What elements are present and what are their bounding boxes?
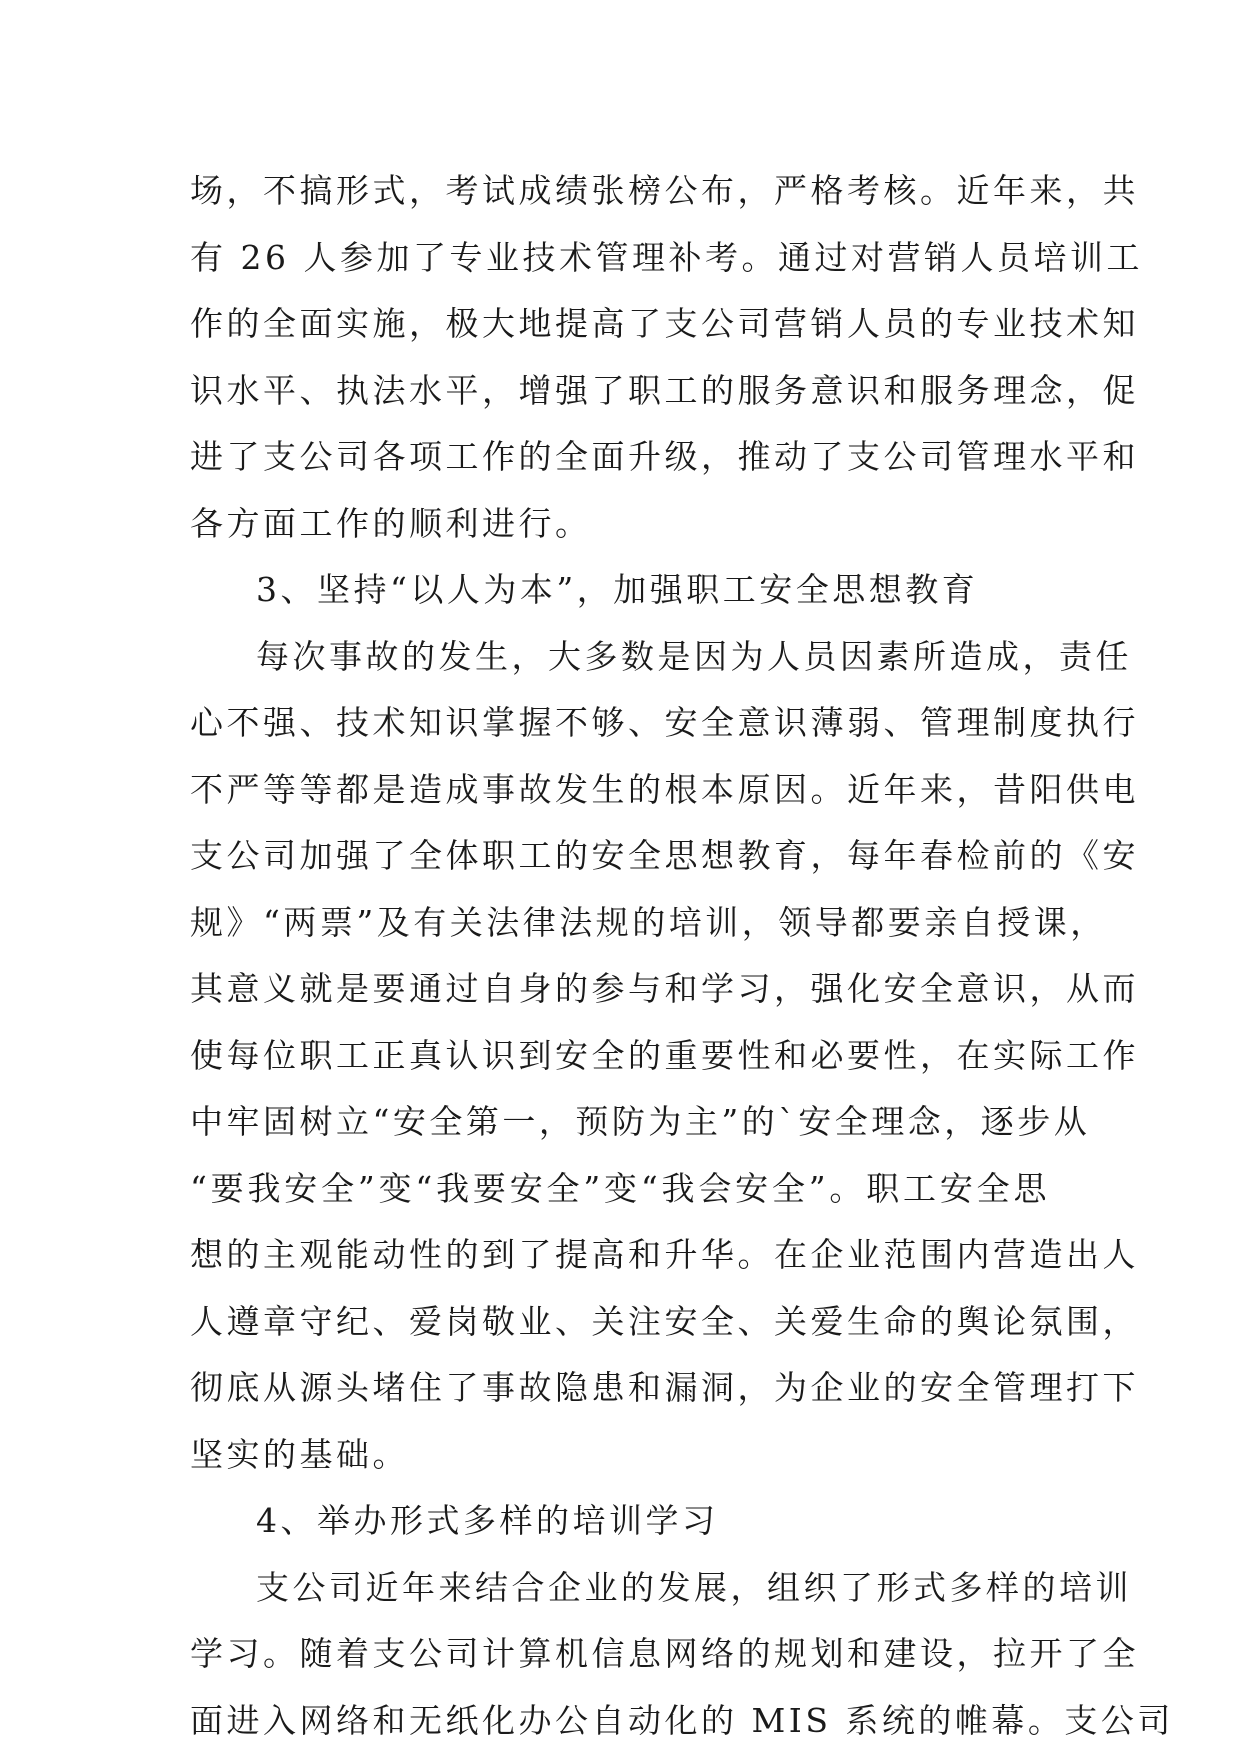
text-line: 学习。随着支公司计算机信息网络的规划和建设，拉开了全: [190, 1634, 1139, 1673]
text-line: 中牢固树立“安全第一，预防为主”的`安全理念，逐步从: [190, 1102, 1091, 1141]
text-line: 各方面工作的顺利进行。: [190, 503, 592, 543]
text-line: 不严等等都是造成事故发生的根本原因。近年来，昔阳供电: [190, 769, 1139, 809]
text-line: 每次事故的发生，大多数是因为人员因素所造成，责任: [256, 636, 1132, 676]
text-line: 识水平、执法水平，增强了职工的服务意识和服务理念，促: [190, 370, 1139, 410]
text-line: 其意义就是要通过自身的参与和学习，强化安全意识，从而: [190, 969, 1139, 1008]
text-line: 人遵章守纪、爱岗敬业、关注安全、关爱生命的舆论氛围，: [190, 1301, 1139, 1341]
text-line: 使每位职工正真认识到安全的重要性和必要性，在实际工作: [190, 1035, 1139, 1075]
text-line: 支公司加强了全体职工的安全思想教育，每年春检前的《安: [190, 836, 1139, 875]
text-line: 心不强、技术知识掌握不够、安全意识薄弱、管理制度执行: [190, 703, 1139, 742]
text-line: 彻底从源头堵住了事故隐患和漏洞，为企业的安全管理打下: [190, 1368, 1139, 1407]
text-line: 有 26 人参加了专业技术管理补考。通过对营销人员培训工: [190, 237, 1143, 277]
section-heading: 4、举办形式多样的培训学习: [256, 1501, 719, 1540]
text-line: 进了支公司各项工作的全面升级，推动了支公司管理水平和: [190, 437, 1139, 476]
text-line: 规》“两票”及有关法律法规的培训，领导都要亲自授课，: [190, 902, 1107, 942]
text-line: 坚实的基础。: [190, 1434, 409, 1474]
paragraph: [190, 158, 1143, 557]
section-heading: 3、坚持“以人为本”，加强职工安全思想教育: [256, 570, 979, 609]
text-line: 场，不搞形式，考试成绩张榜公布，严格考核。近年来，共: [190, 171, 1139, 210]
document-page: [190, 158, 1174, 1754]
paragraph: [190, 624, 1139, 1489]
text-line: “要我安全”变“我要安全”变“我会安全”。职工安全思: [190, 1168, 1050, 1208]
text-line: 支公司近年来结合企业的发展，组织了形式多样的培训: [256, 1567, 1132, 1607]
text-line: 作的全面实施，极大地提高了支公司营销人员的专业技术知: [190, 304, 1139, 343]
text-line: 想的主观能动性的到了提高和升华。在企业范围内营造出人: [190, 1235, 1139, 1274]
text-line: 面进入网络和无纸化办公自动化的 MIS 系统的帷幕。支公司: [190, 1700, 1174, 1740]
paragraph: [190, 1555, 1174, 1754]
